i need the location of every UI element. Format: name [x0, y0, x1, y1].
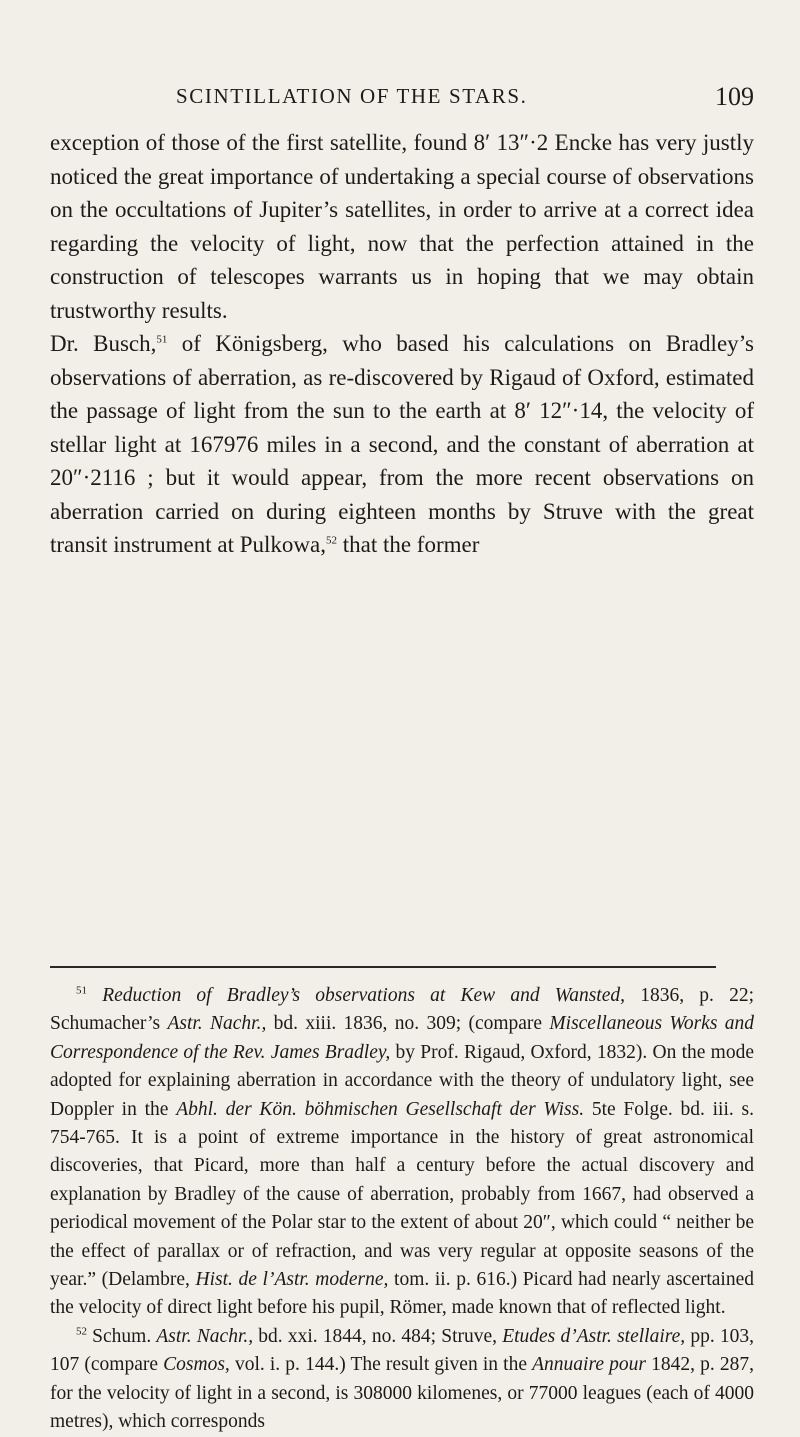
footnote-51-society: Abhl. der Kön. böhmischen Gesellschaft der Wiss.: [176, 1098, 585, 1120]
footnote-51-text: by Prof. Rigaud, Oxford, 1832). On the mode adopted for explaining aberration in accordance with the theory of undulatory light, see Doppler in the: [50, 1041, 754, 1120]
paragraph-1: exception of those of the first satellite, found 8′ 13″·2 Encke has very justly noticed the great importance of undertaking a special course of observations on the occultations of Jupiter’s satellites, in order to arrive at a correct idea regarding the velocity of light, now that the perfection attained in the construction of telescopes warrants us in hoping that we may obtain trustworthy results.: [50, 130, 754, 323]
page-number: 109: [715, 82, 754, 111]
paragraph-2: [50, 327, 754, 562]
footnotes: [50, 982, 754, 1437]
footnote-divider: [50, 966, 716, 968]
footnote-ref-51[interactable]: 51: [156, 333, 168, 346]
footnote-51-journal: Astr. Nachr.,: [167, 1013, 267, 1035]
footnote-51-text: bd. xiii. 1836, no. 309; (compare: [266, 1013, 550, 1035]
paragraph-2-text-b: of Königsberg, who based his calculations on Bradley’s observations of aberration, as re-discovered by Rigaud of Oxford, estimated the passage of light from the sun to the earth at 8′ 12″·14, the velocity of stellar light at 167976 miles in a second, and the constant of aberration at 20″·2116 ; but it would appear, from the more recent observations on aberration carried on during eighteen months by Struve with the great transit instrument at Pulkowa,: [50, 331, 754, 557]
footnote-52-text: Schum.: [87, 1325, 157, 1347]
footnote-52-cosmos: Cosmos,: [163, 1354, 230, 1376]
footnote-52: [50, 1323, 754, 1437]
running-title: SCINTILLATION OF THE STARS.: [176, 84, 528, 108]
footnote-52-text: pp. 103, 107 (compare: [50, 1325, 754, 1376]
footnote-51-history: Hist. de l’Astr. moderne,: [195, 1269, 389, 1291]
footnote-51-text: 1836, p. 22; Schumacher’s: [50, 985, 754, 1035]
footnote-52-work: Etudes d’Astr. stellaire,: [502, 1325, 686, 1347]
paragraph-2-text-a: Dr. Busch,: [50, 331, 157, 356]
footnote-52-mark: 52: [76, 1325, 87, 1338]
footnote-51-work: Miscellaneous Works and Correspondence of the Rev. James Bradley,: [50, 1013, 754, 1063]
footnote-51-text: 5te Folge. bd. iii. s. 754-765. It is a point of extreme importance in the history of great astronomical discoveries, that Picard, more than half a century before the actual discovery and explanation by Bradley of the cause of aberration, probably from 1667, had observed a periodical movement of the Polar star to the extent of about 20″, which could “ neither be the effect of parallax or of refraction, and was very regular at opposite seasons of the year.” (Delambre,: [50, 1098, 754, 1291]
footnote-52-journal: Astr. Nachr.,: [156, 1325, 254, 1347]
footnote-52-text: vol. i. p. 144.) The result given in the: [229, 1354, 533, 1376]
footnote-51-text: tom. ii. p. 616.) Picard had nearly ascertained the velocity of direct light before his pupil, Römer, made known that of reflected light.: [50, 1269, 754, 1319]
running-head: [0, 84, 800, 118]
footnote-ref-52[interactable]: 52: [325, 534, 337, 547]
footnote-52-text: bd. xxi. 1844, no. 484; Struve,: [253, 1325, 503, 1347]
paragraph-2-text-c: that the former: [336, 532, 480, 557]
footnote-52-annuaire: Annuaire pour: [532, 1354, 646, 1376]
footnote-51-title: Reduction of Bradley’s observations at Kew and Wansted,: [102, 985, 626, 1006]
footnote-52-text: 1842, p. 287, for the velocity of light in a second, is 308000 kilomenes, or 77000 leagues (each of 4000 metres), which corresponds: [50, 1354, 754, 1433]
footnote-51: [50, 982, 754, 1323]
main-text: [50, 126, 754, 562]
footnote-51-mark: 51: [76, 984, 87, 997]
